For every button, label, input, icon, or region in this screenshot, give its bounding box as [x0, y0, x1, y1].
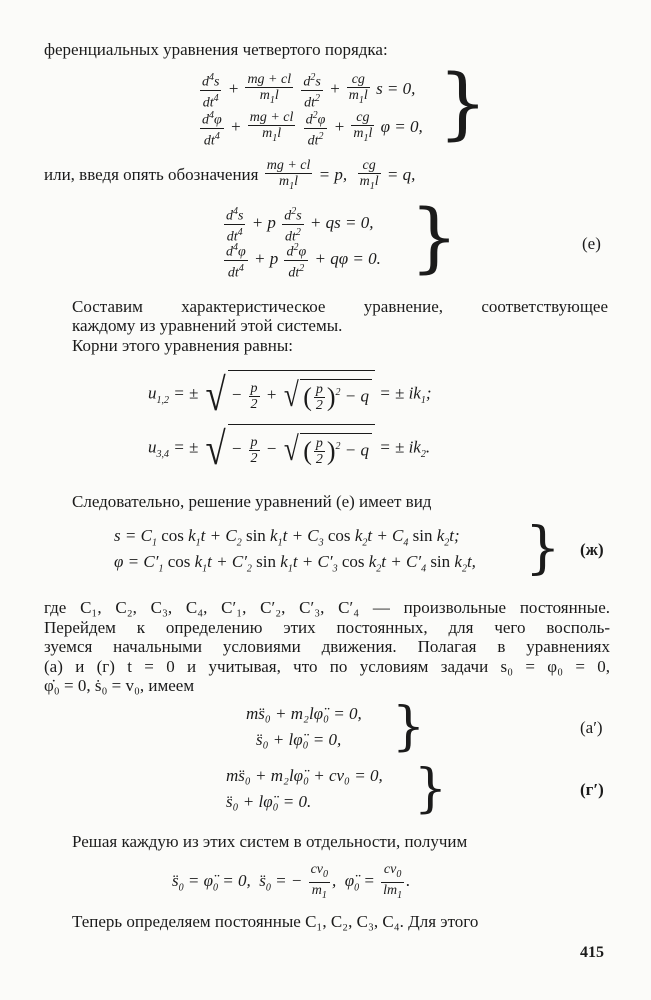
paragraph-constants-line-2: Перейдем к определению этих постоянных, для чего восполь-: [44, 617, 610, 637]
text-line-solve: Решая каждую из этих систем в отдельности, получим: [72, 832, 468, 851]
equation-system-a-row-1: ms̈₀ + m₂lφ̈₀ = 0,: [246, 704, 362, 723]
paragraph-constants-line-5: φ̇₀ = 0, ṡ₀ = v₀, имеем: [44, 676, 195, 695]
equation-initial-values: $s̈_0$ = $\varphï_0 = 0$, $s̈_0$ = − $\frac{cv_0}{m_1}$ , $\varphï_0$ = $\frac{cv_0}{lm_1}$ .: [172, 862, 411, 901]
paragraph-constants-line-4: (а) и (г) t = 0 и учитывая, что по условиям задачи s₀ = φ₀ = 0,: [44, 656, 610, 676]
text-line-1: ференциальных уравнения четвертого порядка:: [44, 40, 388, 59]
equation-solution-s: $s = C_1$ $\cos k_1t + C_2$ $\sin k_1t + C_3$ $\cos k_2t + C_4$ $\sin k_2t$;: [114, 526, 460, 549]
page-number: 415: [580, 944, 604, 961]
equation-label-zh: (ж): [580, 540, 604, 559]
brace-system-zh: }: [525, 516, 561, 581]
equation-system-1-row-2: $\frac{d^4\varphi}{dt^4}$ + $\frac{mg + cl}{m_1l}$ $\frac{d^2\varphi}{dt^2}$ + $\frac{cg}{m_1l}$ φ = 0,: [202, 110, 423, 149]
paragraph-constants-line-3: зуемся начальными условиями движения. Полагая в уравнениях: [44, 637, 610, 656]
equation-system-e-row-2: $\frac{d^4\varphi}{dt^4}$ + p $\frac{d^2\varphi}{dt^2}$ + qφ = 0.: [226, 242, 381, 281]
text-line-roots: Корни этого уравнения равны:: [72, 336, 294, 355]
brace-system-a: }: [392, 697, 426, 757]
equation-label-a-prime: (а′): [580, 718, 603, 737]
equation-system-g-row-2: s̈₀ + lφ̈₀ = 0.: [226, 792, 312, 811]
text-line-notation: или, введя опять обозначения $\frac{mg + cl}{m_1l}$ = p, $\frac{cg}{m_1l}$ = q,: [44, 158, 416, 192]
brace-system-1: }: [438, 59, 488, 149]
equation-roots-1: $u_{1,2}$ = ± √− $\frac{p}{2}$ + √ ( $\frac{p}{2}$ )$^2$ − q = ± $ik_1$;: [148, 368, 432, 420]
equation-solution-phi: $\varphi = C'_1$ $\cos k_1t + C'_2$ $\sin k_1t + C'_3$ $\cos k_2t + C'_4$ $\sin k_2t$,: [114, 552, 476, 575]
equation-label-e: (е): [582, 234, 601, 253]
equation-system-e-row-1: $\frac{d^4s}{dt^4}$ + p $\frac{d^2s}{dt^2}$ + qs = 0,: [226, 206, 374, 245]
text-line-solution-intro: Следовательно, решение уравнений (е) имеет вид: [72, 492, 432, 511]
paragraph-characteristic-line-1: Составим характеристическое уравнение, соответствующее: [72, 297, 608, 316]
brace-system-e: }: [410, 192, 459, 281]
equation-roots-2: $u_{3,4}$ = ± √− $\frac{p}{2}$ − √ ( $\frac{p}{2}$ )$^2$ − q = ± $ik_2$.: [148, 422, 431, 474]
equation-system-a-row-2: s̈₀ + lφ̈₀ = 0,: [256, 730, 342, 749]
equation-system-1-row-1: $\frac{d^4s}{dt^4}$ + $\frac{mg + cl}{m_1l}$ $\frac{d^2s}{dt^2}$ + $\frac{cg}{m_1l}$ s = 0,: [202, 72, 416, 111]
paragraph-constants: [44, 598, 610, 696]
paragraph-characteristic-line-2: каждому из уравнений этой системы.: [72, 315, 343, 335]
paragraph-constants-line-1: где C₁, C₂, C₃, C₄, C′₁, C′₂, C′₃, C′₄ — произвольные постоянные.: [44, 598, 610, 617]
brace-system-g: }: [414, 759, 448, 819]
text-line-last: Теперь определяем постоянные C₁, C₂, C₃, C₄. Для этого: [72, 912, 479, 931]
equation-label-g-prime: (г′): [580, 780, 604, 799]
paragraph-characteristic: [72, 298, 608, 335]
equation-system-g-row-1: ms̈₀ + m₂lφ̈₀ + cv₀ = 0,: [226, 766, 383, 785]
